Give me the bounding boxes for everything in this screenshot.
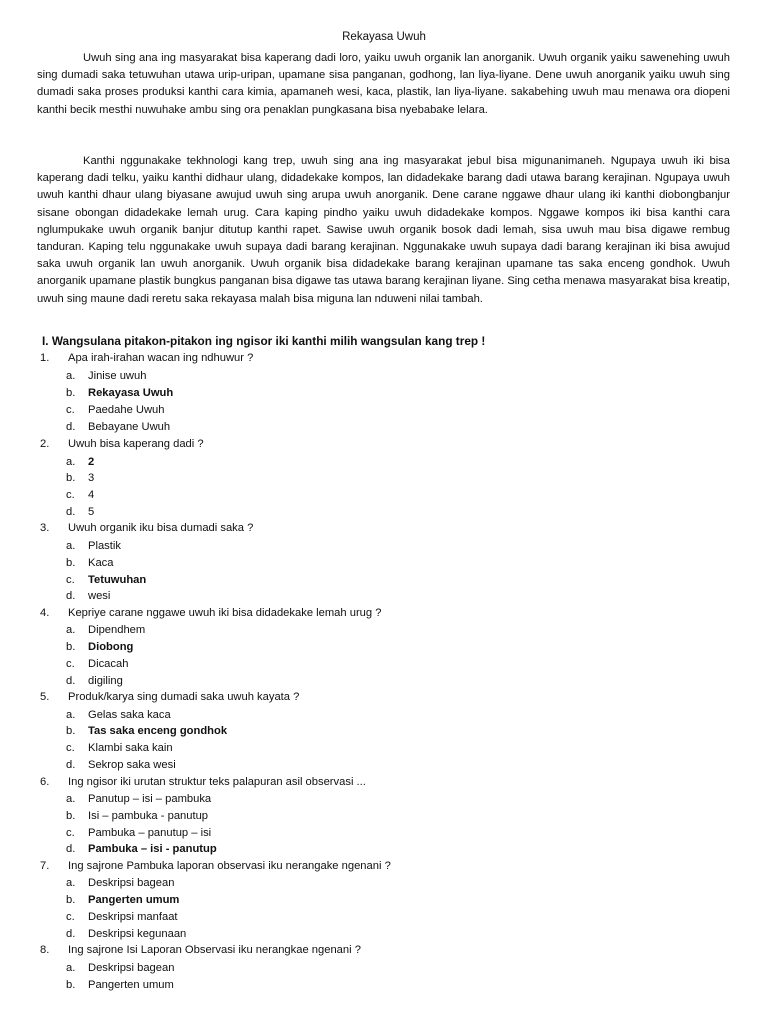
question-number: 8. (40, 944, 50, 956)
option-text: Kaca (88, 557, 114, 569)
question-text: Ing ngisor iki urutan struktur teks palapuran asil observasi ... (68, 776, 366, 788)
question-4-option-c[interactable] (66, 658, 128, 670)
option-letter: d. (66, 759, 76, 771)
option-letter: d. (66, 506, 76, 518)
option-text: Dicacah (88, 658, 129, 670)
question-2-option-b[interactable] (66, 472, 94, 484)
question-6-option-a[interactable] (66, 793, 211, 805)
option-letter: c. (66, 827, 75, 839)
question-3-option-c[interactable] (66, 574, 146, 586)
option-text: Dipendhem (88, 624, 146, 636)
option-text: Pangerten umum (88, 894, 180, 906)
question-5-option-d[interactable] (66, 759, 176, 771)
question-5 (40, 691, 720, 703)
option-text: Pambuka – isi - panutup (88, 843, 217, 855)
option-letter: a. (66, 709, 76, 721)
question-5-option-b[interactable] (66, 725, 227, 737)
question-3 (40, 522, 720, 534)
option-text: Deskripsi manfaat (88, 911, 178, 923)
question-7-option-a[interactable] (66, 877, 174, 889)
question-2-option-d[interactable] (66, 506, 94, 518)
option-letter: c. (66, 404, 75, 416)
paragraph-2 (37, 153, 730, 308)
option-text: Jinise uwuh (88, 370, 147, 382)
question-text: Uwuh organik iku bisa dumadi saka ? (68, 522, 254, 534)
question-text: Uwuh bisa kaperang dadi ? (68, 438, 204, 450)
option-letter: c. (66, 489, 75, 501)
question-5-option-a[interactable] (66, 709, 171, 721)
option-letter: a. (66, 793, 76, 805)
option-text: Klambi saka kain (88, 742, 173, 754)
option-letter: b. (66, 641, 76, 653)
option-text: Paedahe Uwuh (88, 404, 165, 416)
option-letter: c. (66, 911, 75, 923)
option-letter: c. (66, 574, 75, 586)
option-letter: b. (66, 725, 76, 737)
question-text: Produk/karya sing dumadi saka uwuh kayata ? (68, 691, 300, 703)
paragraph-1-text: Uwuh sing ana ing masyarakat bisa kaperang dadi loro, yaiku uwuh organik lan anorganik. Uwuh organik yaiku saweneh​ing uwuh sing dumadi saka tetuwuhan utawa urip-uripan, upamane sisa panganan, godhong, lan liya-liyane. Dene uwuh anorganik yaiku uwuh sing dumadi saka proses produksi kanthi cara kimia, apamaneh wesi, kaca, plastik, lan liya-liyane. sakabehing uwuh mau menawa ora diopeni kanthi becik mesthi nuwuhake ambu sing ora penaklan pungkasana bisa nyebabake lelara. (37, 52, 730, 116)
question-7-option-d[interactable] (66, 928, 186, 940)
paragraph-2-text: Kanthi nggunakake tekhnologi kang trep, uwuh sing ana ing masyarakat jebul bisa migunanimaneh. Ngupaya uwuh iki bisa kaperang dadi telku, yaiku kanthi didhaur ulang, didadekake kompos, lan didadekake barang dadi utawa barang kerajinan. Ngupaya uwuh uwuh kanthi dhaur ulang biyasane awujud uwuh sing arupa uwuh anorganik. Dene carane nggawe dhaur ulang iki kanthi diobongbanjur sisane obongan didadekake lemah urug. Cara kaping pindho yaiku uwuh didadekake kompos. Nggawe kompos iki bisa kanthi cara nglumpukake uwuh organik banjur ditutup kanthi rapet. Sawise uwuh organik bosok dadi lemah, sisa uwuh mau bisa digawe rembug tanduran. Kaping telu nggunakake uwuh supaya dadi barang kerajinan. Nggunakake uwuh supaya dadi barang kerajinan iki bisa awujud saka uwuh organik lan uwuh anorganik. Uwuh organik bisa didadekake barang kerajinan upamane tas saka enceng gondhok. Uwuh anorganik upamane plastik bungkus panganan bisa digawe tas utawa barang kerajinan liyane. Sing cetha menawa masyarakat bisa kreatip, uwuh sing maune dadi reretu saka rekayasa malah bisa miguna lan nduweni nilai tambah. (37, 155, 730, 305)
question-6 (40, 776, 720, 788)
option-text: 2 (88, 456, 95, 468)
question-number: 4. (40, 607, 50, 619)
question-text: Apa irah-irahan wacan ing ndhuwur ? (68, 352, 254, 364)
option-letter: c. (66, 658, 75, 670)
option-letter: a. (66, 370, 76, 382)
question-4-option-a[interactable] (66, 624, 145, 636)
question-4-option-b[interactable] (66, 641, 133, 653)
option-text: 5 (88, 506, 95, 518)
question-text: Ing sajrone Isi Laporan Observasi iku nerangkae ngenani ? (68, 944, 361, 956)
question-4 (40, 607, 720, 619)
option-text: Rekayasa Uwuh (88, 387, 174, 399)
question-4-option-d[interactable] (66, 675, 123, 687)
option-text: 3 (88, 472, 95, 484)
question-8-option-b[interactable] (66, 979, 174, 991)
option-letter: b. (66, 810, 76, 822)
question-6-option-d[interactable] (66, 843, 217, 855)
option-letter: a. (66, 540, 76, 552)
question-7-option-b[interactable] (66, 894, 179, 906)
option-letter: a. (66, 877, 76, 889)
question-5-option-c[interactable] (66, 742, 173, 754)
option-text: Isi – pambuka - panutup (88, 810, 209, 822)
question-6-option-c[interactable] (66, 827, 211, 839)
option-text: Sekrop saka wesi (88, 759, 176, 771)
question-number: 1. (40, 352, 50, 364)
option-text: 4 (88, 489, 95, 501)
question-2 (40, 438, 720, 450)
option-letter: d. (66, 590, 76, 602)
paragraph-1 (37, 50, 730, 119)
question-number: 6. (40, 776, 50, 788)
document-title: Rekayasa Uwuh (342, 31, 426, 43)
option-letter: a. (66, 456, 76, 468)
question-7 (40, 860, 720, 872)
question-text: Ing sajrone Pambuka laporan observasi iku nerangake ngenani ? (68, 860, 391, 872)
question-3-option-d[interactable] (66, 590, 110, 602)
option-letter: a. (66, 624, 76, 636)
option-text: Pambuka – panutup – isi (88, 827, 212, 839)
question-number: 3. (40, 522, 50, 534)
option-text: wesi (88, 590, 111, 602)
option-letter: b. (66, 557, 76, 569)
question-1-option-a[interactable] (66, 370, 146, 382)
option-text: Bebayane Uwuh (88, 421, 171, 433)
option-letter: b. (66, 894, 76, 906)
question-1-option-c[interactable] (66, 404, 165, 416)
option-text: Panutup – isi – pambuka (88, 793, 212, 805)
option-text: Plastik (88, 540, 121, 552)
option-letter: a. (66, 962, 76, 974)
option-letter: d. (66, 421, 76, 433)
option-text: Pangerten umum (88, 979, 174, 991)
option-letter: c. (66, 742, 75, 754)
question-7-option-c[interactable] (66, 911, 178, 923)
option-text: Tetuwuhan (88, 574, 147, 586)
option-letter: d. (66, 675, 76, 687)
option-text: digiling (88, 675, 123, 687)
question-3-option-b[interactable] (66, 557, 114, 569)
option-letter: b. (66, 979, 76, 991)
question-2-option-a[interactable] (66, 456, 94, 468)
option-text: Tas saka enceng gondhok (88, 725, 228, 737)
option-letter: b. (66, 387, 76, 399)
option-letter: d. (66, 928, 76, 940)
question-2-option-c[interactable] (66, 489, 94, 501)
question-3-option-a[interactable] (66, 540, 121, 552)
question-number: 7. (40, 860, 50, 872)
section-heading: I. Wangsulana pitakon-pitakon ing ngisor iki kanthi milih wangsulan kang trep ! (42, 334, 486, 348)
option-letter: b. (66, 472, 76, 484)
question-number: 2. (40, 438, 50, 450)
option-text: Deskripsi bagean (88, 877, 175, 889)
question-number: 5. (40, 691, 50, 703)
question-8-option-a[interactable] (66, 962, 174, 974)
option-text: Diobong (88, 641, 134, 653)
option-letter: d. (66, 843, 76, 855)
question-6-option-b[interactable] (66, 810, 208, 822)
question-1-option-d[interactable] (66, 421, 170, 433)
option-text: Deskripsi bagean (88, 962, 175, 974)
question-1 (40, 352, 720, 364)
question-1-option-b[interactable] (66, 387, 173, 399)
question-text: Kepriye carane nggawe uwuh iki bisa didadekake lemah urug ? (68, 607, 382, 619)
option-text: Deskripsi kegunaan (88, 928, 187, 940)
option-text: Gelas saka kaca (88, 709, 171, 721)
question-8 (40, 944, 720, 956)
